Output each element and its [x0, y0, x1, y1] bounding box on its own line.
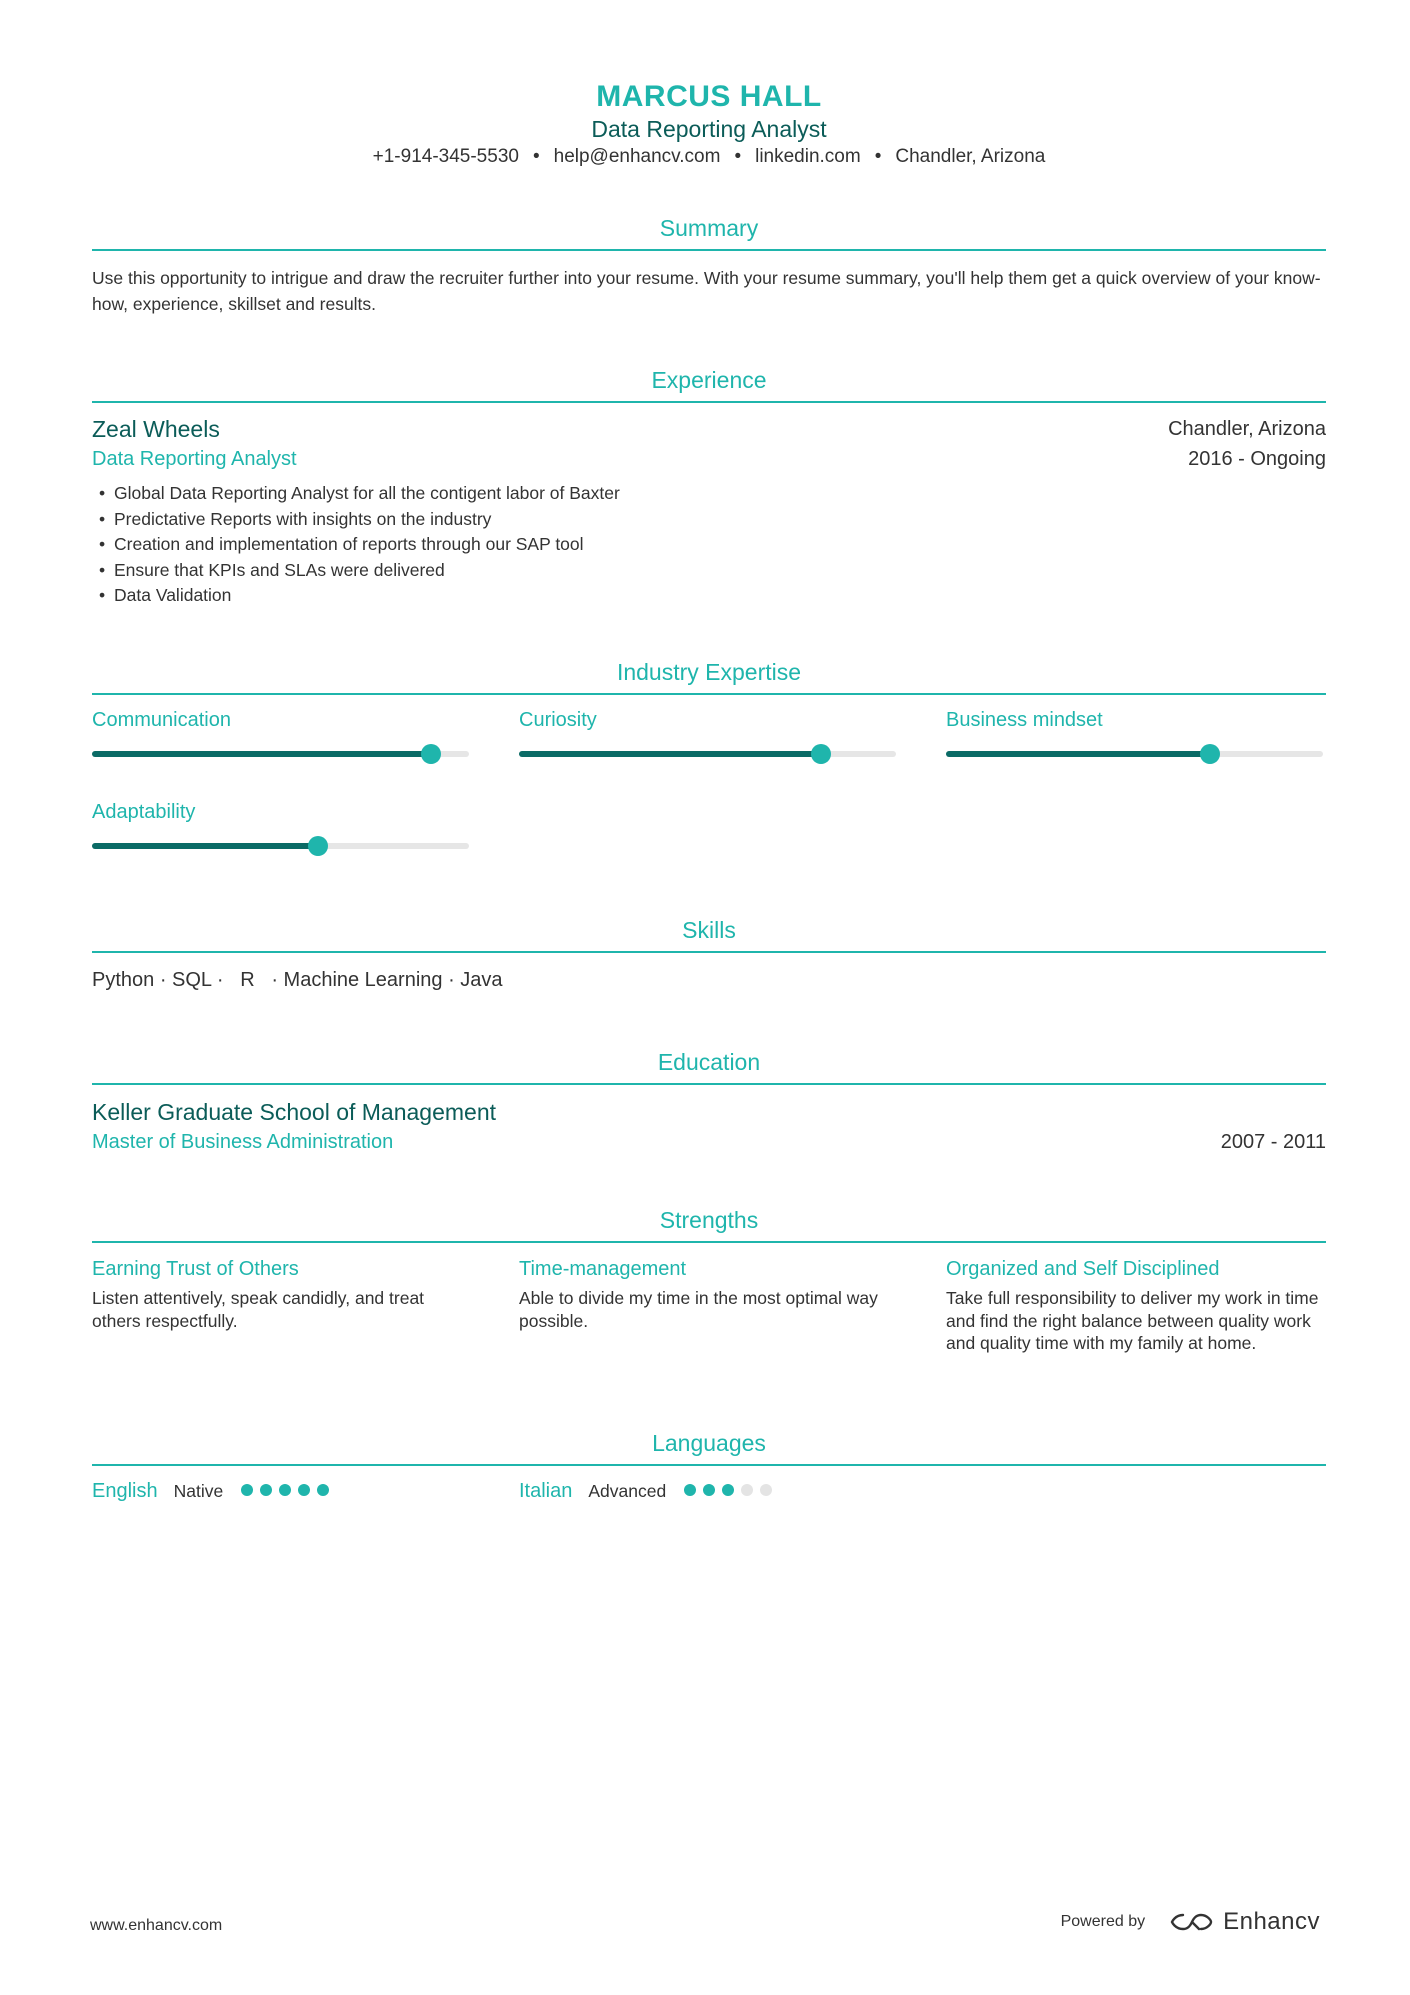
section-divider	[92, 1241, 1326, 1243]
language-dots	[684, 1483, 779, 1501]
list-item: • Ensure that KPIs and SLAs were delivered	[92, 558, 620, 584]
list-item: • Data Validation	[92, 583, 620, 609]
section-divider	[92, 951, 1326, 953]
section-divider	[92, 401, 1326, 403]
summary-text: Use this opportunity to intrigue and draw the recruiter further into your resume. With your resume summary, you'll help them get a quick overview of your know-how, experience, skillset and results.	[92, 268, 1321, 314]
languages-heading: Languages	[652, 1430, 766, 1456]
language-level: Advanced	[588, 1481, 667, 1501]
linkedin[interactable]: linkedin.com	[755, 146, 861, 167]
expertise-bar	[519, 751, 896, 757]
strength-title: Organized and Self Disciplined	[946, 1258, 1220, 1280]
language-dots	[241, 1483, 336, 1501]
level-dot-filled	[260, 1484, 272, 1496]
job-title: Data Reporting Analyst	[92, 448, 297, 470]
footer-branding	[1061, 1908, 1320, 1936]
level-dot-filled	[684, 1484, 696, 1496]
level-dot-filled	[279, 1484, 291, 1496]
job-bullets	[92, 481, 620, 609]
section-divider	[92, 1083, 1326, 1085]
expertise-item	[92, 801, 469, 824]
candidate-title: Data Reporting Analyst	[591, 116, 827, 142]
expertise-bar-fill	[946, 751, 1210, 757]
candidate-name: MARCUS HALL	[596, 80, 822, 113]
level-dot-filled	[722, 1484, 734, 1496]
section-divider	[92, 1464, 1326, 1466]
email[interactable]: help@enhancv.com	[553, 146, 721, 167]
degree: Master of Business Administration	[92, 1131, 394, 1153]
expertise-item	[519, 709, 896, 732]
language-name: Italian	[519, 1480, 573, 1502]
level-dot-filled	[241, 1484, 253, 1496]
expertise-bar-fill	[519, 751, 821, 757]
level-dot-empty	[760, 1484, 772, 1496]
expertise-label: Curiosity	[519, 709, 597, 731]
strength-title: Time-management	[519, 1258, 687, 1280]
expertise-bar	[92, 843, 469, 849]
level-dot-filled	[298, 1484, 310, 1496]
expertise-bar-fill	[92, 843, 318, 849]
list-item: • Creation and implementation of reports through our SAP tool	[92, 532, 620, 558]
expertise-label: Adaptability	[92, 801, 196, 823]
language-level: Native	[173, 1481, 224, 1501]
strength-item	[519, 1258, 899, 1332]
enhancv-logo-icon	[1169, 1910, 1215, 1934]
skills-list: Python · SQL · R · Machine Learning · Java	[92, 969, 503, 991]
school-name: Keller Graduate School of Management	[92, 1099, 497, 1125]
job-location: Chandler, Arizona	[1168, 418, 1326, 440]
level-dot-filled	[703, 1484, 715, 1496]
education-dates: 2007 - 2011	[1220, 1131, 1326, 1153]
expertise-bar	[92, 751, 469, 757]
language-name: English	[92, 1480, 158, 1502]
summary-heading: Summary	[659, 215, 759, 241]
separator: •	[734, 146, 742, 167]
list-item: • Global Data Reporting Analyst for all the contigent labor of Baxter	[92, 481, 620, 507]
strength-desc: Take full responsibility to deliver my work in time and find the right balance between quality work and quality time with my family at home.	[946, 1288, 1319, 1353]
skills-heading: Skills	[682, 917, 736, 943]
expertise-bar-knob	[308, 836, 328, 856]
separator: •	[874, 146, 882, 167]
language-item	[519, 1480, 779, 1503]
strength-desc: Able to divide my time in the most optimal way possible.	[519, 1288, 878, 1331]
company-name: Zeal Wheels	[92, 416, 220, 442]
phone[interactable]: +1-914-345-5530	[372, 146, 519, 167]
experience-heading: Experience	[651, 367, 767, 393]
contact-line	[92, 146, 1326, 168]
expertise-item	[92, 709, 469, 732]
separator: •	[532, 146, 540, 167]
expertise-label: Business mindset	[946, 709, 1103, 731]
level-dot-filled	[317, 1484, 329, 1496]
brand-name: Enhancv	[1223, 1908, 1320, 1935]
expertise-bar	[946, 751, 1323, 757]
expertise-bar-knob	[1200, 744, 1220, 764]
expertise-heading: Industry Expertise	[616, 659, 802, 685]
section-divider	[92, 693, 1326, 695]
powered-by-label: Powered by	[1060, 1913, 1146, 1930]
education-heading: Education	[657, 1049, 761, 1075]
strength-title: Earning Trust of Others	[92, 1258, 299, 1280]
strength-item	[92, 1258, 472, 1332]
strength-item	[946, 1258, 1326, 1355]
strengths-heading: Strengths	[659, 1207, 759, 1233]
list-item: • Predictative Reports with insights on the industry	[92, 507, 620, 533]
job-dates: 2016 - Ongoing	[1188, 448, 1326, 470]
strength-desc: Listen attentively, speak candidly, and treat others respectfully.	[92, 1288, 425, 1331]
location: Chandler, Arizona	[895, 146, 1046, 167]
expertise-bar-fill	[92, 751, 431, 757]
footer-website[interactable]: www.enhancv.com	[90, 1917, 223, 1934]
level-dot-empty	[741, 1484, 753, 1496]
expertise-item	[946, 709, 1323, 732]
section-divider	[92, 249, 1326, 251]
brand-logo[interactable]	[1169, 1908, 1320, 1936]
expertise-bar-knob	[421, 744, 441, 764]
language-item	[92, 1480, 336, 1503]
expertise-bar-knob	[811, 744, 831, 764]
expertise-label: Communication	[92, 709, 231, 731]
